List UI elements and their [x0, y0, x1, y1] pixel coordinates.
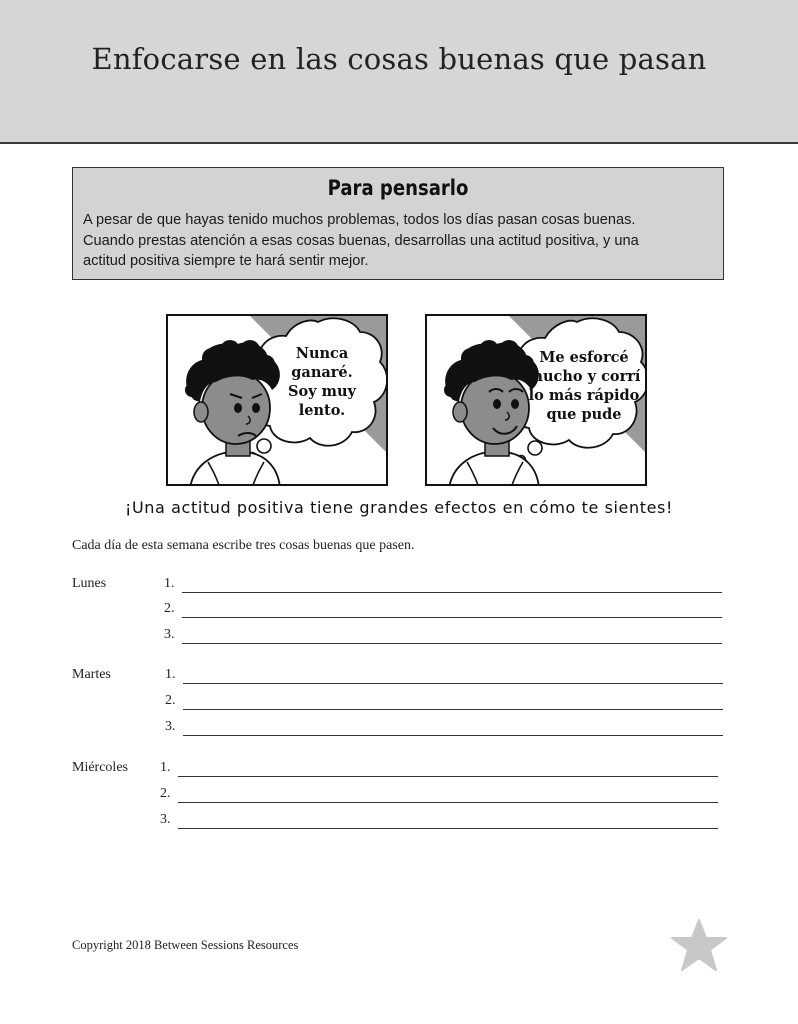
bubble-line: Me esforcé: [539, 349, 629, 366]
think-box-line: Cuando prestas atención a esas cosas buenas, desarrollas una actitud positiva, y una: [83, 232, 639, 249]
writing-line[interactable]: [183, 735, 723, 736]
day-label-miercoles: Miércoles: [72, 760, 128, 775]
page-title: Enfocarse en las cosas buenas que pasan: [91, 42, 707, 76]
answer-line[interactable]: [165, 667, 725, 687]
writing-line[interactable]: [178, 828, 718, 829]
line-number: 1.: [164, 576, 175, 591]
answer-line[interactable]: [165, 719, 725, 739]
answer-line[interactable]: [160, 812, 720, 832]
bubble-line: lento.: [298, 402, 346, 419]
line-number: 3.: [160, 812, 171, 827]
writing-line[interactable]: [183, 683, 723, 684]
line-number: 2.: [165, 693, 176, 708]
star-icon: [670, 918, 728, 972]
line-number: 2.: [160, 786, 171, 801]
bubble-line: Soy muy: [288, 383, 356, 400]
copyright-text: Copyright 2018 Between Sessions Resources: [72, 938, 299, 952]
answer-line[interactable]: [160, 760, 720, 780]
instructions: Cada día de esta semana escribe tres cosas buenas que pasen.: [72, 538, 415, 553]
line-number: 3.: [164, 627, 175, 642]
writing-line[interactable]: [178, 776, 718, 777]
thought-bubble-text-right: [523, 348, 645, 424]
think-box: [72, 167, 724, 280]
bubble-line: mucho y corrí: [527, 368, 641, 385]
bubble-line: lo más rápido: [528, 387, 640, 404]
comic-caption: ¡Una actitud positiva tiene grandes efectos en cómo te sientes!: [124, 498, 674, 517]
comic-panel-right: [425, 314, 647, 486]
day-label-martes: Martes: [72, 667, 111, 682]
day-label-lunes: Lunes: [72, 576, 107, 591]
answer-line[interactable]: [160, 786, 720, 806]
writing-line[interactable]: [183, 709, 723, 710]
think-box-title: Para pensarlo: [327, 176, 469, 200]
think-box-text: [83, 210, 715, 272]
writing-line[interactable]: [182, 592, 722, 593]
think-box-line: A pesar de que hayas tenido muchos problemas, todos los días pasan cosas buenas.: [83, 212, 636, 228]
line-number: 1.: [160, 760, 171, 775]
bubble-line: Nunca: [295, 345, 349, 362]
writing-line[interactable]: [182, 617, 722, 618]
line-number: 2.: [164, 601, 175, 616]
writing-line[interactable]: [182, 643, 722, 644]
answer-line[interactable]: [164, 576, 724, 596]
line-number: 3.: [165, 719, 176, 734]
answer-line[interactable]: [165, 693, 725, 713]
bubble-line: ganaré.: [291, 364, 353, 381]
writing-line[interactable]: [178, 802, 718, 803]
answer-line[interactable]: [164, 601, 724, 621]
comic-panel-left: [166, 314, 388, 486]
answer-line[interactable]: [164, 627, 724, 647]
page-header: [0, 0, 798, 144]
line-number: 1.: [165, 667, 176, 682]
bubble-line: que pude: [546, 406, 622, 423]
think-box-line: actitud positiva siempre te hará sentir mejor.: [83, 253, 369, 269]
thought-bubble-text-left: [264, 344, 380, 420]
